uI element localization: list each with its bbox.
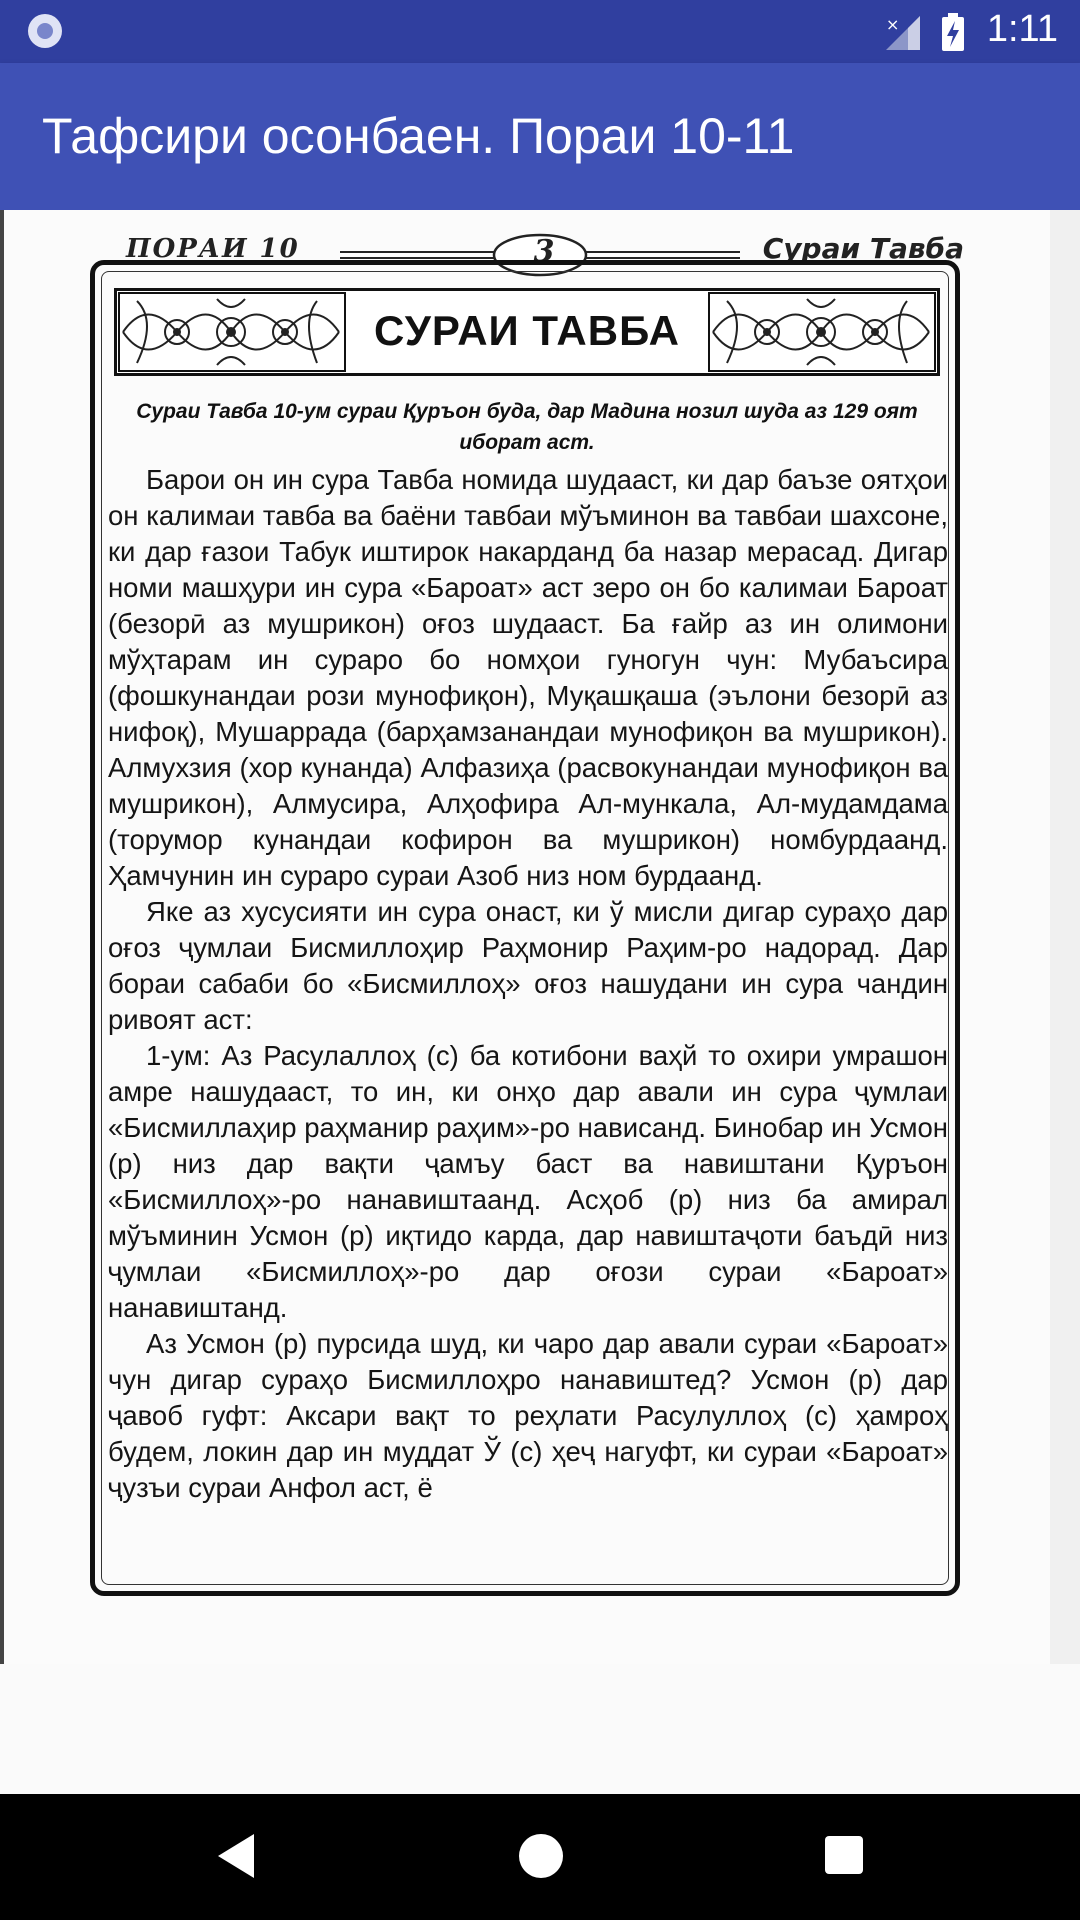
status-clock: 1:11 (986, 8, 1058, 50)
recent-apps-icon[interactable] (825, 1836, 863, 1874)
paragraph: Аз Усмон (р) пурсида шуд, ки чаро дар авали сураи «Бароат» чун дигар сураҳо Бисмиллоҳро нанавиштед? Усмон (р) дар ҷавоб гуфт: Аксари вақт то реҳлати Расулуллоҳ (с) ҳамроҳ будем, локин дар ин муддат Ў (с) ҳеҷ нагуфт, ки сураи «Бароат» ҷузъи сураи Анфол аст, ё (108, 1328, 948, 1503)
app-bar (0, 63, 1080, 210)
paragraph: Яке аз хусусияти ин сура онаст, ки ў мисли дигар сураҳо дар оғоз ҷумлаи Бисмиллоҳир Раҳмонир Раҳим-ро надорад. Дар бораи сабаби бо «Бисмиллоҳ» оғоз нашудани ин сура чандин ривоят аст: (108, 896, 948, 1035)
paragraph: 1-ум: Аз Расулаллоҳ (с) ба котибони ваҳй то охири умрашон амре нашудааст, то ин, ки онҳо дар авали ин сура ҷумлаи «Бисмиллаҳир раҳманир раҳим»-ро нависанд. Бинобар ин Усмон (р) низ дар вақти ҷамъу баст ва навиштани Қуръон «Бисмиллоҳ»-ро нанавиштаанд. Асҳоб (р) низ ба амирал мўъминин Усмон (р) иқтидо карда, дар навиштаҷоти баъдӣ низ ҷумлаи «Бисмиллоҳ»-ро дар оғози сураи «Бароат» нанавиштанд. (108, 1040, 948, 1323)
signal-off-icon (882, 12, 922, 52)
page-body-text (108, 462, 948, 1506)
surah-header-label: Сураи Тавба (762, 232, 964, 265)
back-icon[interactable] (216, 1832, 256, 1880)
scanned-page-view[interactable] (0, 210, 1080, 1664)
surah-title: СУРАИ ТАВБА (373, 307, 680, 354)
status-bar (0, 0, 1080, 63)
home-icon[interactable] (519, 1834, 563, 1878)
paragraph: Барои он ин сура Тавба номида шудааст, ки дар баъзе оятҳои он калимаи тавба ва баёни тавбаи мўъминон ва тавбаи шахсоне, ки дар ғазои Табук иштирок накарданд ба назар мерасад. Дигар номи машҳури ин сура «Бароат» аст зеро он бо калимаи Бароат (безорӣ аз мушрикон) оғоз шудааст. Ба ғайр аз ин олимони мўҳтарам ин сураро бо номҳои гуногун чун: Мубаъсира (фошкунандаи рози мунофиқон), Муқашқаша (эълони безорӣ аз нифоқ), Мушаррада (барҳамзанандаи мунофиқон ва мушрикон). Алмухзия (хор кунанда) Алфазиҳа (расвокунандаи мунофиқон ва мушрикон), Алмусира, Алҳофира Ал-мункала, Ал-мудамдама (торумор кунандаи кофирон ва мушрикон) номбурдаанд. Ҳамчунин ин сураро сураи Азоб низ ном бурдаанд. (108, 464, 948, 891)
scan-edge (0, 210, 4, 1664)
surah-intro: Сураи Тавба 10-ум сураи Қуръон буда, дар Мадина нозил шуда аз 129 оят иборат аст. (136, 400, 918, 454)
notification-dot-icon (28, 14, 62, 48)
page-number: 3 (533, 234, 555, 269)
book-page (90, 230, 968, 1602)
surah-title-banner (114, 288, 940, 376)
battery-charging-icon (940, 12, 966, 52)
juz-label: ПОРАИ 10 (126, 234, 300, 264)
scan-margin (1050, 210, 1080, 1664)
svg-text:×: × (886, 15, 900, 34)
page-title: Тафсири осонбаен. Пораи 10-11 (42, 108, 795, 164)
navigation-bar (0, 1794, 1080, 1920)
